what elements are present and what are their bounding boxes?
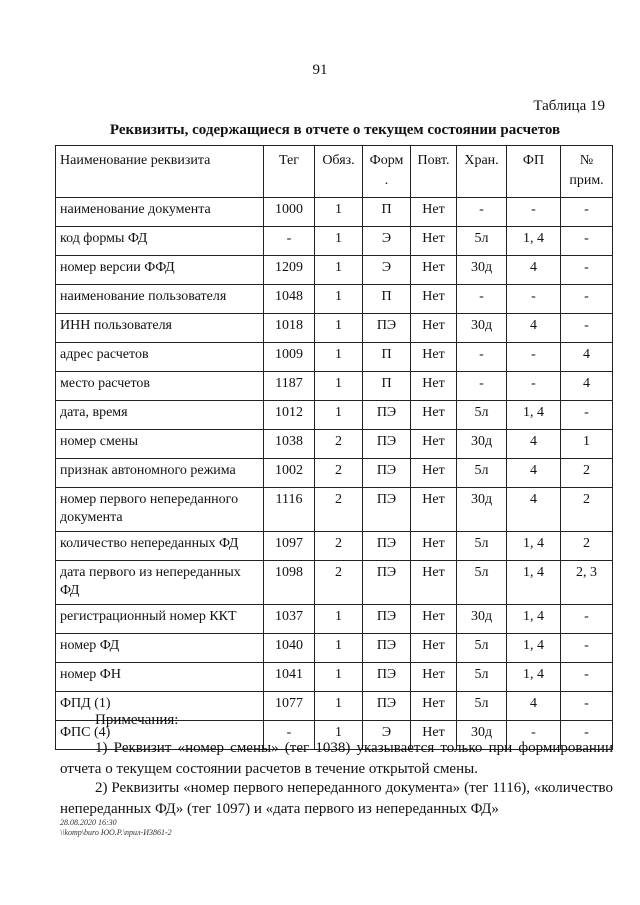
cell-tag: 1040	[264, 634, 315, 663]
cell-fp: 4	[507, 692, 561, 721]
table-row	[56, 561, 613, 605]
cell-name: номер первого непереданного документа	[56, 488, 264, 532]
cell-tag: 1009	[264, 343, 315, 372]
cell-note: -	[561, 198, 613, 227]
cell-note: -	[561, 401, 613, 430]
cell-name: номер ФН	[56, 663, 264, 692]
cell-name: адрес расчетов	[56, 343, 264, 372]
cell-required: 2	[315, 532, 363, 561]
table-row	[56, 430, 613, 459]
cell-fp: 1, 4	[507, 401, 561, 430]
cell-fp: -	[507, 343, 561, 372]
cell-storage: 30д	[457, 430, 507, 459]
cell-tag: 1187	[264, 372, 315, 401]
table-row	[56, 256, 613, 285]
table-row	[56, 314, 613, 343]
table-row	[56, 372, 613, 401]
cell-name: регистрационный номер ККТ	[56, 605, 264, 634]
cell-form: ПЭ	[363, 605, 411, 634]
cell-required: 1	[315, 198, 363, 227]
cell-fp: 1, 4	[507, 605, 561, 634]
cell-name: наименование пользователя	[56, 285, 264, 314]
cell-name: признак автономного режима	[56, 459, 264, 488]
header-name: Наименование реквизита	[56, 146, 264, 198]
cell-required: 1	[315, 285, 363, 314]
notes-heading: Примечания:	[95, 712, 179, 728]
cell-form: Э	[363, 227, 411, 256]
cell-tag: 1038	[264, 430, 315, 459]
cell-form: П	[363, 285, 411, 314]
cell-form: П	[363, 343, 411, 372]
cell-storage: 5л	[457, 663, 507, 692]
note-2: 2) Реквизиты «номер первого непереданного документа» (тег 1116), «количество непереданных ФД» (тег 1097) и «дата первого из непереданных ФД»	[60, 780, 613, 817]
cell-fp: 4	[507, 459, 561, 488]
cell-note: -	[561, 663, 613, 692]
cell-required: 1	[315, 692, 363, 721]
table-row	[56, 227, 613, 256]
cell-fp: -	[507, 372, 561, 401]
cell-repeat: Нет	[411, 256, 457, 285]
cell-repeat: Нет	[411, 314, 457, 343]
cell-note: 1	[561, 430, 613, 459]
cell-storage: 5л	[457, 227, 507, 256]
table-title: Реквизиты, содержащиеся в отчете о текущем состоянии расчетов	[109, 122, 561, 138]
cell-repeat: Нет	[411, 285, 457, 314]
cell-name: номер ФД	[56, 634, 264, 663]
cell-storage: -	[457, 372, 507, 401]
cell-repeat: Нет	[411, 343, 457, 372]
cell-repeat: Нет	[411, 721, 457, 750]
cell-repeat: Нет	[411, 663, 457, 692]
cell-name: дата, время	[56, 401, 264, 430]
footer-date: 28.08.2020 16:30	[60, 818, 117, 827]
cell-required: 1	[315, 256, 363, 285]
cell-note: 4	[561, 372, 613, 401]
cell-form: П	[363, 372, 411, 401]
cell-note: 2	[561, 488, 613, 532]
cell-required: 1	[315, 721, 363, 750]
cell-tag: 1002	[264, 459, 315, 488]
cell-repeat: Нет	[411, 692, 457, 721]
cell-fp: -	[507, 721, 561, 750]
cell-fp: 4	[507, 314, 561, 343]
cell-repeat: Нет	[411, 459, 457, 488]
cell-name: номер версии ФФД	[56, 256, 264, 285]
cell-name: ФПС (4)	[56, 721, 264, 750]
cell-form: ПЭ	[363, 692, 411, 721]
cell-storage: -	[457, 198, 507, 227]
cell-repeat: Нет	[411, 198, 457, 227]
cell-form: ПЭ	[363, 459, 411, 488]
cell-tag: -	[264, 721, 315, 750]
header-note: № прим.	[561, 146, 613, 198]
table-row	[56, 532, 613, 561]
cell-storage: 5л	[457, 692, 507, 721]
cell-tag: 1209	[264, 256, 315, 285]
cell-name: ФПД (1)	[56, 692, 264, 721]
cell-repeat: Нет	[411, 227, 457, 256]
header-fp: ФП	[507, 146, 561, 198]
cell-fp: 4	[507, 488, 561, 532]
cell-storage: -	[457, 343, 507, 372]
cell-repeat: Нет	[411, 430, 457, 459]
table-row	[56, 634, 613, 663]
table-body	[56, 198, 613, 750]
cell-tag: 1012	[264, 401, 315, 430]
table-row	[56, 488, 613, 532]
cell-note: -	[561, 314, 613, 343]
cell-repeat: Нет	[411, 488, 457, 532]
cell-tag: 1037	[264, 605, 315, 634]
cell-tag: 1048	[264, 285, 315, 314]
cell-storage: 5л	[457, 561, 507, 605]
cell-tag: 1098	[264, 561, 315, 605]
cell-storage: 5л	[457, 634, 507, 663]
cell-form: Э	[363, 256, 411, 285]
cell-form: П	[363, 198, 411, 227]
cell-required: 2	[315, 459, 363, 488]
cell-required: 1	[315, 663, 363, 692]
cell-fp: 1, 4	[507, 663, 561, 692]
cell-required: 2	[315, 430, 363, 459]
cell-form: ПЭ	[363, 634, 411, 663]
cell-tag: 1018	[264, 314, 315, 343]
cell-name: код формы ФД	[56, 227, 264, 256]
cell-fp: 4	[507, 256, 561, 285]
requisites-table	[55, 145, 613, 750]
cell-note: -	[561, 285, 613, 314]
cell-form: ПЭ	[363, 401, 411, 430]
cell-name: номер смены	[56, 430, 264, 459]
page-number: 91	[312, 62, 328, 78]
cell-required: 1	[315, 227, 363, 256]
cell-name: наименование документа	[56, 198, 264, 227]
cell-storage: 30д	[457, 721, 507, 750]
cell-required: 1	[315, 372, 363, 401]
cell-fp: -	[507, 198, 561, 227]
cell-fp: -	[507, 285, 561, 314]
cell-repeat: Нет	[411, 561, 457, 605]
cell-fp: 1, 4	[507, 532, 561, 561]
cell-repeat: Нет	[411, 605, 457, 634]
cell-required: 1	[315, 343, 363, 372]
cell-note: -	[561, 634, 613, 663]
cell-name: место расчетов	[56, 372, 264, 401]
cell-fp: 1, 4	[507, 634, 561, 663]
cell-note: 2	[561, 532, 613, 561]
cell-storage: 5л	[457, 532, 507, 561]
header-required: Обяз.	[315, 146, 363, 198]
note-1: 1) Реквизит «номер смены» (тег 1038) указывается только при формировании отчета о текущем состоянии расчетов в течение открытой смены.	[60, 740, 613, 777]
table-label: Таблица 19	[533, 98, 605, 114]
cell-repeat: Нет	[411, 532, 457, 561]
cell-form: Э	[363, 721, 411, 750]
table-row	[56, 198, 613, 227]
header-storage: Хран.	[457, 146, 507, 198]
cell-tag: 1077	[264, 692, 315, 721]
cell-required: 1	[315, 401, 363, 430]
cell-fp: 4	[507, 430, 561, 459]
table-row	[56, 285, 613, 314]
header-tag: Тег	[264, 146, 315, 198]
cell-tag: 1097	[264, 532, 315, 561]
cell-storage: 5л	[457, 459, 507, 488]
header-repeat: Повт.	[411, 146, 457, 198]
cell-name: дата первого из непереданных ФД	[56, 561, 264, 605]
cell-form: ПЭ	[363, 532, 411, 561]
table-header-row	[56, 146, 613, 198]
cell-note: 2, 3	[561, 561, 613, 605]
cell-note: 4	[561, 343, 613, 372]
cell-repeat: Нет	[411, 372, 457, 401]
cell-required: 1	[315, 634, 363, 663]
footer-path: \\komp\buro ЮО.Р.\прил-И3861-2	[60, 828, 172, 837]
cell-repeat: Нет	[411, 634, 457, 663]
cell-required: 2	[315, 488, 363, 532]
cell-storage: 30д	[457, 488, 507, 532]
cell-note: -	[561, 256, 613, 285]
cell-form: ПЭ	[363, 561, 411, 605]
cell-storage: 30д	[457, 605, 507, 634]
cell-form: ПЭ	[363, 430, 411, 459]
cell-tag: 1041	[264, 663, 315, 692]
cell-tag: 1000	[264, 198, 315, 227]
table-row	[56, 663, 613, 692]
cell-note: -	[561, 605, 613, 634]
cell-form: ПЭ	[363, 663, 411, 692]
cell-required: 1	[315, 314, 363, 343]
table-row	[56, 459, 613, 488]
cell-name: ИНН пользователя	[56, 314, 264, 343]
cell-form: ПЭ	[363, 314, 411, 343]
cell-note: -	[561, 692, 613, 721]
cell-name: количество непереданных ФД	[56, 532, 264, 561]
header-form: Форм .	[363, 146, 411, 198]
cell-note: 2	[561, 459, 613, 488]
cell-repeat: Нет	[411, 401, 457, 430]
cell-fp: 1, 4	[507, 227, 561, 256]
cell-required: 2	[315, 561, 363, 605]
cell-storage: -	[457, 285, 507, 314]
cell-tag: -	[264, 227, 315, 256]
cell-required: 1	[315, 605, 363, 634]
cell-form: ПЭ	[363, 488, 411, 532]
cell-fp: 1, 4	[507, 561, 561, 605]
table-row	[56, 401, 613, 430]
table-row	[56, 343, 613, 372]
cell-note: -	[561, 227, 613, 256]
cell-note: -	[561, 721, 613, 750]
cell-storage: 30д	[457, 256, 507, 285]
cell-storage: 5л	[457, 401, 507, 430]
table-row	[56, 605, 613, 634]
cell-tag: 1116	[264, 488, 315, 532]
cell-storage: 30д	[457, 314, 507, 343]
